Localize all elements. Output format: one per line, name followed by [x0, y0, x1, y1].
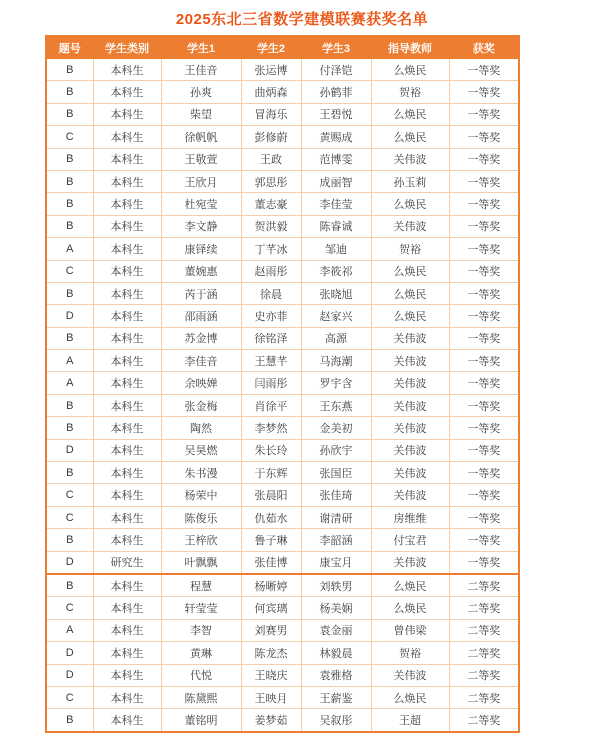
cell-student-3: 王东燕 [301, 394, 371, 416]
cell-student-2: 曲炳森 [241, 81, 301, 103]
cell-student-2: 王映月 [241, 686, 301, 708]
cell-student-3: 孙欣宇 [301, 439, 371, 461]
cell-student-1: 吴昊燃 [161, 439, 241, 461]
cell-student-1: 苏金博 [161, 327, 241, 349]
cell-advisor: 关伟波 [371, 372, 449, 394]
cell-award: 二等奖 [449, 597, 519, 619]
cell-problem-number: B [46, 327, 93, 349]
cell-problem-number: C [46, 686, 93, 708]
cell-problem-number: B [46, 193, 93, 215]
cell-student-3: 范博雯 [301, 148, 371, 170]
cell-student-1: 陈黛熙 [161, 686, 241, 708]
table-row [46, 551, 519, 574]
table-row [46, 529, 519, 551]
cell-advisor: 么焕民 [371, 282, 449, 304]
cell-student-category: 本科生 [93, 484, 161, 506]
cell-student-1: 王佳音 [161, 59, 241, 81]
cell-student-3: 罗宇含 [301, 372, 371, 394]
cell-award: 一等奖 [449, 372, 519, 394]
cell-student-1: 王梓欣 [161, 529, 241, 551]
cell-student-category: 本科生 [93, 260, 161, 282]
table-row [46, 597, 519, 619]
cell-student-3: 谢清研 [301, 506, 371, 528]
cell-student-1: 轩莹莹 [161, 597, 241, 619]
cell-student-3: 陈睿诚 [301, 215, 371, 237]
cell-problem-number: B [46, 709, 93, 732]
cell-award: 一等奖 [449, 81, 519, 103]
cell-problem-number: B [46, 282, 93, 304]
cell-student-category: 本科生 [93, 350, 161, 372]
cell-advisor: 曾伟梁 [371, 619, 449, 641]
cell-advisor: 贺裕 [371, 642, 449, 664]
cell-award: 二等奖 [449, 574, 519, 597]
column-header-problem-number: 题号 [46, 36, 93, 59]
cell-student-3: 李韶涵 [301, 529, 371, 551]
cell-award: 二等奖 [449, 619, 519, 641]
cell-student-1: 孙爽 [161, 81, 241, 103]
cell-student-1: 董婉惠 [161, 260, 241, 282]
table-row [46, 170, 519, 192]
cell-advisor: 付宝君 [371, 529, 449, 551]
cell-problem-number: B [46, 574, 93, 597]
table-row [46, 642, 519, 664]
cell-student-1: 李文静 [161, 215, 241, 237]
cell-student-2: 于东辉 [241, 462, 301, 484]
table-row [46, 215, 519, 237]
cell-student-3: 吴叙彤 [301, 709, 371, 732]
cell-advisor: 贺裕 [371, 81, 449, 103]
cell-award: 一等奖 [449, 260, 519, 282]
cell-problem-number: A [46, 372, 93, 394]
cell-student-category: 本科生 [93, 619, 161, 641]
cell-student-1: 朱书漫 [161, 462, 241, 484]
table-row [46, 126, 519, 148]
cell-student-3: 黄赐成 [301, 126, 371, 148]
cell-student-category: 本科生 [93, 394, 161, 416]
cell-student-1: 叶飘飘 [161, 551, 241, 574]
cell-award: 一等奖 [449, 103, 519, 125]
table-row [46, 103, 519, 125]
cell-problem-number: D [46, 642, 93, 664]
cell-advisor: 么焕民 [371, 574, 449, 597]
cell-student-3: 刘轶男 [301, 574, 371, 597]
cell-student-3: 付泽铠 [301, 59, 371, 81]
cell-advisor: 关伟波 [371, 394, 449, 416]
table-row [46, 148, 519, 170]
cell-advisor: 关伟波 [371, 439, 449, 461]
cell-student-3: 王薪鉴 [301, 686, 371, 708]
cell-student-3: 李佳莹 [301, 193, 371, 215]
cell-student-3: 邹迪 [301, 238, 371, 260]
table-row [46, 574, 519, 597]
cell-student-3: 张晓旭 [301, 282, 371, 304]
cell-student-2: 仇茹水 [241, 506, 301, 528]
cell-award: 一等奖 [449, 506, 519, 528]
table-row [46, 81, 519, 103]
cell-student-category: 本科生 [93, 417, 161, 439]
cell-problem-number: B [46, 170, 93, 192]
cell-student-2: 王慧芊 [241, 350, 301, 372]
table-row [46, 238, 519, 260]
table-row [46, 686, 519, 708]
cell-student-category: 本科生 [93, 506, 161, 528]
cell-award: 一等奖 [449, 238, 519, 260]
table-row [46, 664, 519, 686]
cell-problem-number: D [46, 664, 93, 686]
cell-problem-number: C [46, 126, 93, 148]
award-table [45, 35, 520, 733]
cell-student-3: 高源 [301, 327, 371, 349]
column-header-award: 获奖 [449, 36, 519, 59]
cell-student-2: 史亦菲 [241, 305, 301, 327]
cell-student-category: 本科生 [93, 642, 161, 664]
cell-student-3: 袁金丽 [301, 619, 371, 641]
column-header-student-category: 学生类别 [93, 36, 161, 59]
cell-advisor: 贺裕 [371, 238, 449, 260]
cell-student-category: 本科生 [93, 59, 161, 81]
cell-student-2: 朱长玲 [241, 439, 301, 461]
cell-student-category: 本科生 [93, 215, 161, 237]
cell-advisor: 么焕民 [371, 686, 449, 708]
table-row [46, 372, 519, 394]
table-row [46, 350, 519, 372]
cell-student-3: 杨美娴 [301, 597, 371, 619]
cell-problem-number: B [46, 394, 93, 416]
cell-advisor: 么焕民 [371, 305, 449, 327]
cell-student-1: 杨荣中 [161, 484, 241, 506]
cell-student-1: 芮于涵 [161, 282, 241, 304]
cell-student-category: 本科生 [93, 103, 161, 125]
cell-award: 一等奖 [449, 529, 519, 551]
cell-award: 一等奖 [449, 148, 519, 170]
cell-student-2: 郭思彤 [241, 170, 301, 192]
cell-problem-number: C [46, 597, 93, 619]
table-row [46, 260, 519, 282]
cell-award: 一等奖 [449, 59, 519, 81]
cell-student-category: 本科生 [93, 126, 161, 148]
cell-problem-number: B [46, 148, 93, 170]
cell-student-category: 研究生 [93, 551, 161, 574]
cell-student-1: 徐帆帆 [161, 126, 241, 148]
cell-student-3: 康宝月 [301, 551, 371, 574]
table-row [46, 619, 519, 641]
cell-student-2: 彭修蔚 [241, 126, 301, 148]
cell-student-2: 张佳博 [241, 551, 301, 574]
table-row [46, 305, 519, 327]
cell-advisor: 么焕民 [371, 126, 449, 148]
cell-award: 二等奖 [449, 642, 519, 664]
cell-student-1: 陈俊乐 [161, 506, 241, 528]
cell-advisor: 么焕民 [371, 260, 449, 282]
table-row [46, 709, 519, 732]
cell-student-1: 王欣月 [161, 170, 241, 192]
cell-problem-number: C [46, 506, 93, 528]
cell-advisor: 关伟波 [371, 215, 449, 237]
cell-student-1: 王敬萱 [161, 148, 241, 170]
cell-problem-number: A [46, 350, 93, 372]
cell-student-1: 李智 [161, 619, 241, 641]
cell-award: 二等奖 [449, 709, 519, 732]
cell-advisor: 关伟波 [371, 664, 449, 686]
cell-advisor: 关伟波 [371, 484, 449, 506]
column-header-student-3: 学生3 [301, 36, 371, 59]
cell-student-2: 何宾璃 [241, 597, 301, 619]
cell-student-2: 王晓庆 [241, 664, 301, 686]
cell-student-2: 董志豪 [241, 193, 301, 215]
cell-award: 一等奖 [449, 462, 519, 484]
cell-problem-number: A [46, 619, 93, 641]
cell-award: 一等奖 [449, 417, 519, 439]
cell-student-3: 张佳琦 [301, 484, 371, 506]
cell-student-3: 李筱祁 [301, 260, 371, 282]
cell-student-1: 李佳音 [161, 350, 241, 372]
cell-problem-number: D [46, 551, 93, 574]
cell-student-1: 柴望 [161, 103, 241, 125]
cell-problem-number: D [46, 439, 93, 461]
cell-student-category: 本科生 [93, 439, 161, 461]
cell-student-2: 贺洪毅 [241, 215, 301, 237]
cell-student-1: 黄琳 [161, 642, 241, 664]
cell-student-2: 刘赛男 [241, 619, 301, 641]
cell-student-1: 邵雨涵 [161, 305, 241, 327]
cell-advisor: 么焕民 [371, 59, 449, 81]
cell-student-1: 杜宛莹 [161, 193, 241, 215]
cell-award: 二等奖 [449, 686, 519, 708]
cell-student-category: 本科生 [93, 305, 161, 327]
table-row [46, 394, 519, 416]
cell-student-category: 本科生 [93, 686, 161, 708]
cell-award: 一等奖 [449, 215, 519, 237]
cell-student-3: 孙鹤菲 [301, 81, 371, 103]
cell-student-3: 赵家兴 [301, 305, 371, 327]
cell-student-2: 丁芊冰 [241, 238, 301, 260]
table-body [46, 59, 519, 732]
table-row [46, 282, 519, 304]
cell-advisor: 关伟波 [371, 327, 449, 349]
cell-award: 一等奖 [449, 282, 519, 304]
cell-problem-number: A [46, 238, 93, 260]
cell-award: 一等奖 [449, 350, 519, 372]
cell-student-category: 本科生 [93, 327, 161, 349]
cell-advisor: 么焕民 [371, 103, 449, 125]
cell-student-3: 成丽智 [301, 170, 371, 192]
cell-problem-number: B [46, 529, 93, 551]
cell-advisor: 么焕民 [371, 597, 449, 619]
cell-advisor: 孙玉莉 [371, 170, 449, 192]
table-row [46, 506, 519, 528]
cell-student-1: 董铭明 [161, 709, 241, 732]
table-row [46, 193, 519, 215]
page-title: 2025东北三省数学建模联赛获奖名单 [175, 11, 429, 28]
column-header-advisor: 指导教师 [371, 36, 449, 59]
cell-problem-number: B [46, 215, 93, 237]
cell-student-1: 张金梅 [161, 394, 241, 416]
cell-student-1: 余映婵 [161, 372, 241, 394]
cell-advisor: 关伟波 [371, 462, 449, 484]
cell-student-3: 张国臣 [301, 462, 371, 484]
cell-problem-number: B [46, 103, 93, 125]
column-header-student-2: 学生2 [241, 36, 301, 59]
cell-student-category: 本科生 [93, 709, 161, 732]
cell-student-category: 本科生 [93, 148, 161, 170]
cell-award: 一等奖 [449, 439, 519, 461]
cell-student-2: 冒海乐 [241, 103, 301, 125]
cell-student-2: 赵雨彤 [241, 260, 301, 282]
cell-student-3: 林毅晨 [301, 642, 371, 664]
cell-student-3: 王碧悦 [301, 103, 371, 125]
cell-problem-number: C [46, 484, 93, 506]
cell-student-2: 王政 [241, 148, 301, 170]
column-header-student-1: 学生1 [161, 36, 241, 59]
cell-award: 一等奖 [449, 193, 519, 215]
cell-advisor: 房维维 [371, 506, 449, 528]
cell-student-2: 徐晨 [241, 282, 301, 304]
cell-student-2: 姜梦茹 [241, 709, 301, 732]
cell-student-category: 本科生 [93, 170, 161, 192]
cell-award: 一等奖 [449, 305, 519, 327]
cell-student-category: 本科生 [93, 193, 161, 215]
table-header-row [46, 36, 519, 59]
cell-student-category: 本科生 [93, 597, 161, 619]
cell-award: 一等奖 [449, 484, 519, 506]
cell-student-2: 李梦然 [241, 417, 301, 439]
cell-problem-number: B [46, 462, 93, 484]
cell-advisor: 关伟波 [371, 148, 449, 170]
cell-problem-number: C [46, 260, 93, 282]
cell-student-category: 本科生 [93, 462, 161, 484]
cell-advisor: 关伟波 [371, 350, 449, 372]
cell-award: 二等奖 [449, 664, 519, 686]
cell-student-3: 马海潮 [301, 350, 371, 372]
cell-student-2: 陈龙杰 [241, 642, 301, 664]
cell-award: 一等奖 [449, 170, 519, 192]
cell-student-2: 杨晰婷 [241, 574, 301, 597]
cell-student-2: 张晨阳 [241, 484, 301, 506]
cell-student-1: 程慧 [161, 574, 241, 597]
cell-award: 一等奖 [449, 327, 519, 349]
table-row [46, 417, 519, 439]
table-row [46, 59, 519, 81]
cell-problem-number: B [46, 59, 93, 81]
cell-student-category: 本科生 [93, 529, 161, 551]
cell-student-1: 陶然 [161, 417, 241, 439]
cell-student-2: 张运博 [241, 59, 301, 81]
cell-advisor: 关伟波 [371, 551, 449, 574]
table-row [46, 462, 519, 484]
cell-problem-number: B [46, 81, 93, 103]
cell-problem-number: B [46, 417, 93, 439]
cell-award: 一等奖 [449, 394, 519, 416]
cell-advisor: 么焕民 [371, 193, 449, 215]
table-row [46, 327, 519, 349]
cell-student-category: 本科生 [93, 282, 161, 304]
cell-problem-number: D [46, 305, 93, 327]
cell-student-category: 本科生 [93, 81, 161, 103]
cell-student-3: 袁雅格 [301, 664, 371, 686]
cell-student-2: 徐铭泽 [241, 327, 301, 349]
cell-award: 一等奖 [449, 126, 519, 148]
cell-award: 一等奖 [449, 551, 519, 574]
cell-student-3: 金美初 [301, 417, 371, 439]
table-row [46, 484, 519, 506]
cell-advisor: 关伟波 [371, 417, 449, 439]
table-row [46, 439, 519, 461]
cell-student-1: 康铎续 [161, 238, 241, 260]
cell-student-category: 本科生 [93, 574, 161, 597]
cell-student-category: 本科生 [93, 664, 161, 686]
cell-student-2: 肖徐平 [241, 394, 301, 416]
cell-student-category: 本科生 [93, 238, 161, 260]
cell-student-category: 本科生 [93, 372, 161, 394]
cell-student-2: 鲁子琳 [241, 529, 301, 551]
cell-student-1: 代悦 [161, 664, 241, 686]
cell-advisor: 王超 [371, 709, 449, 732]
cell-student-2: 闫雨彤 [241, 372, 301, 394]
